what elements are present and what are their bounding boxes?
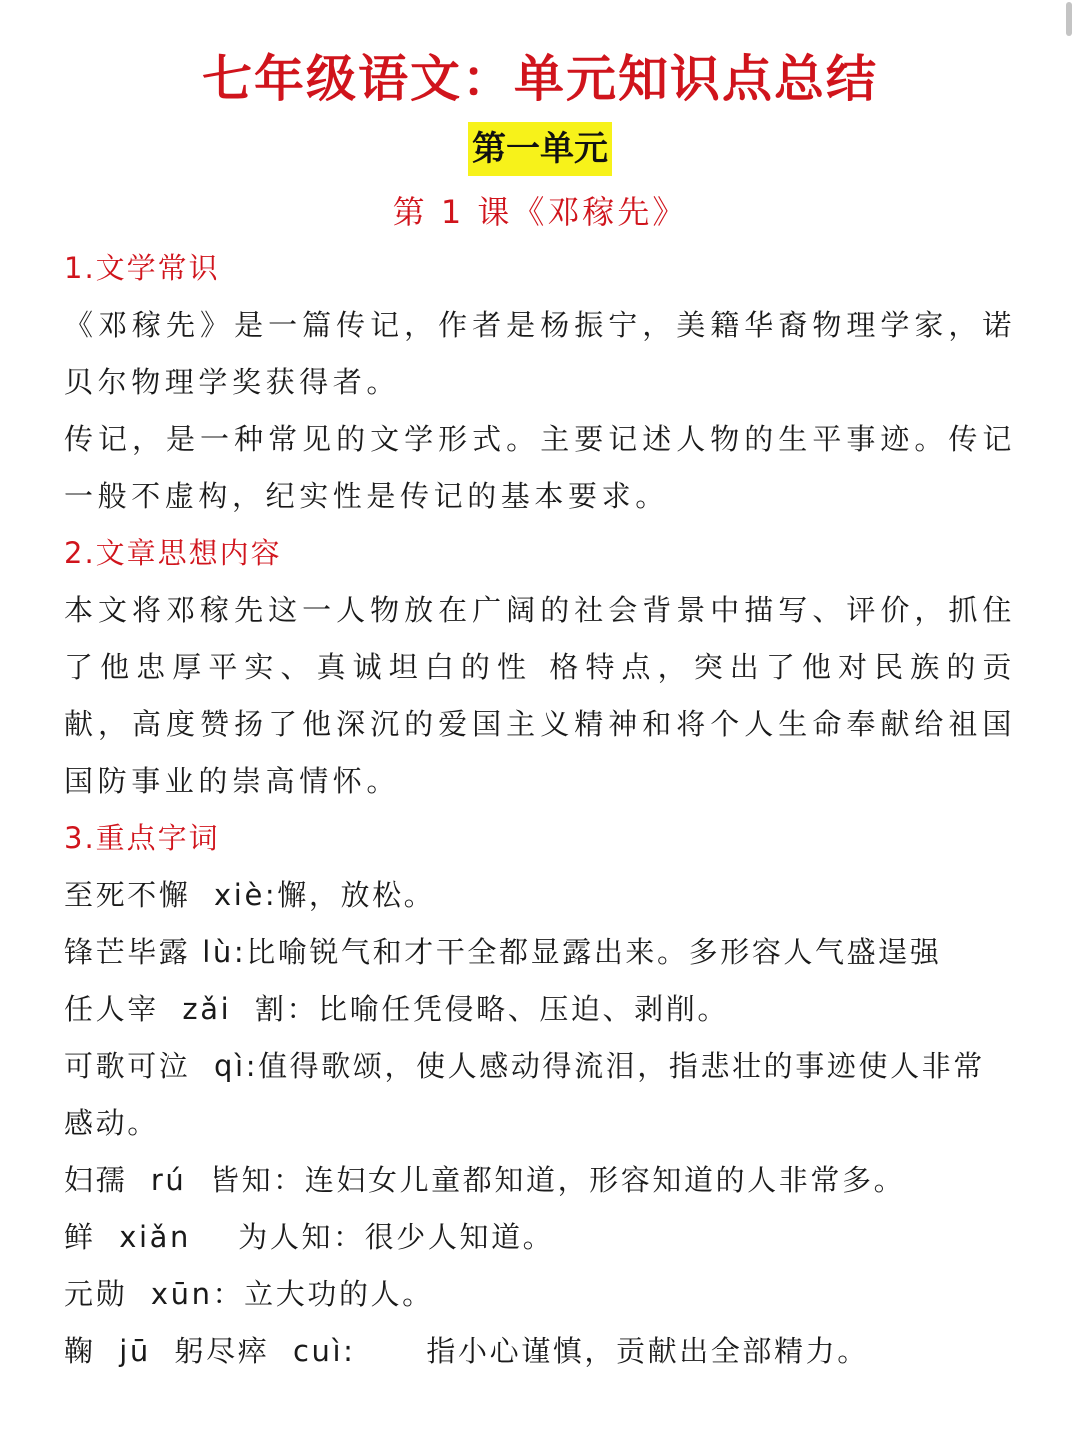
lesson-title: 第 1 课《邓稼先》 <box>392 193 688 231</box>
vocab-item: 可歌可泣 qì:值得歌颂，使人感动得流泪，指悲壮的事迹使人非常感动。 <box>64 1049 985 1140</box>
vocab-item: 鲜 xiǎn 为人知：很少人知道。 <box>64 1220 555 1254</box>
vocab-item: 元勋 xūn：立大功的人。 <box>64 1277 434 1311</box>
vocab-item: 鞠 jū 躬尽瘁 cuì: 指小心谨慎，贡献出全部精力。 <box>64 1334 869 1368</box>
vocab-item: 任人宰 zǎi 割：比喻任凭侵略、压迫、剥削。 <box>64 992 729 1026</box>
section-main-idea <box>64 525 1016 810</box>
scrollbar-thumb[interactable] <box>1066 2 1072 36</box>
section-literary-knowledge <box>64 240 1016 525</box>
vocab-item: 至死不懈 xiè:懈，放松。 <box>64 878 436 912</box>
unit-title-highlight: 第一单元 <box>468 122 612 176</box>
section-heading: 1.文学常识 <box>64 251 220 285</box>
paragraph: 《邓稼先》是一篇传记，作者是杨振宁，美籍华裔物理学家，诺贝尔物理学奖获得者。 <box>64 308 1016 399</box>
paragraph: 传记，是一种常见的文学形式。主要记述人物的生平事迹。传记一般不虚构，纪实性是传记的基本要求。 <box>64 422 1016 513</box>
paragraph: 本文将邓稼先这一人物放在广阔的社会背景中描写、评价，抓住了他忠厚平实、真诚坦白的性 格特点，突出了他对民族的贡献，高度赞扬了他深沉的爱国主义精神和将个人生命奉献给祖国国防事业的崇高情怀。 <box>64 593 1016 798</box>
section-heading: 3.重点字词 <box>64 821 220 855</box>
vocab-item: 妇孺 rú 皆知：连妇女儿童都知道，形容知道的人非常多。 <box>64 1163 906 1197</box>
unit-row <box>64 122 1016 176</box>
vocab-item: 锋芒毕露 lù:比喻锐气和才干全都显露出来。多形容人气盛逞强 <box>64 935 942 969</box>
section-heading: 2.文章思想内容 <box>64 536 282 570</box>
section-key-words <box>64 810 1016 1380</box>
page-title: 七年级语文：单元知识点总结 <box>202 50 878 108</box>
